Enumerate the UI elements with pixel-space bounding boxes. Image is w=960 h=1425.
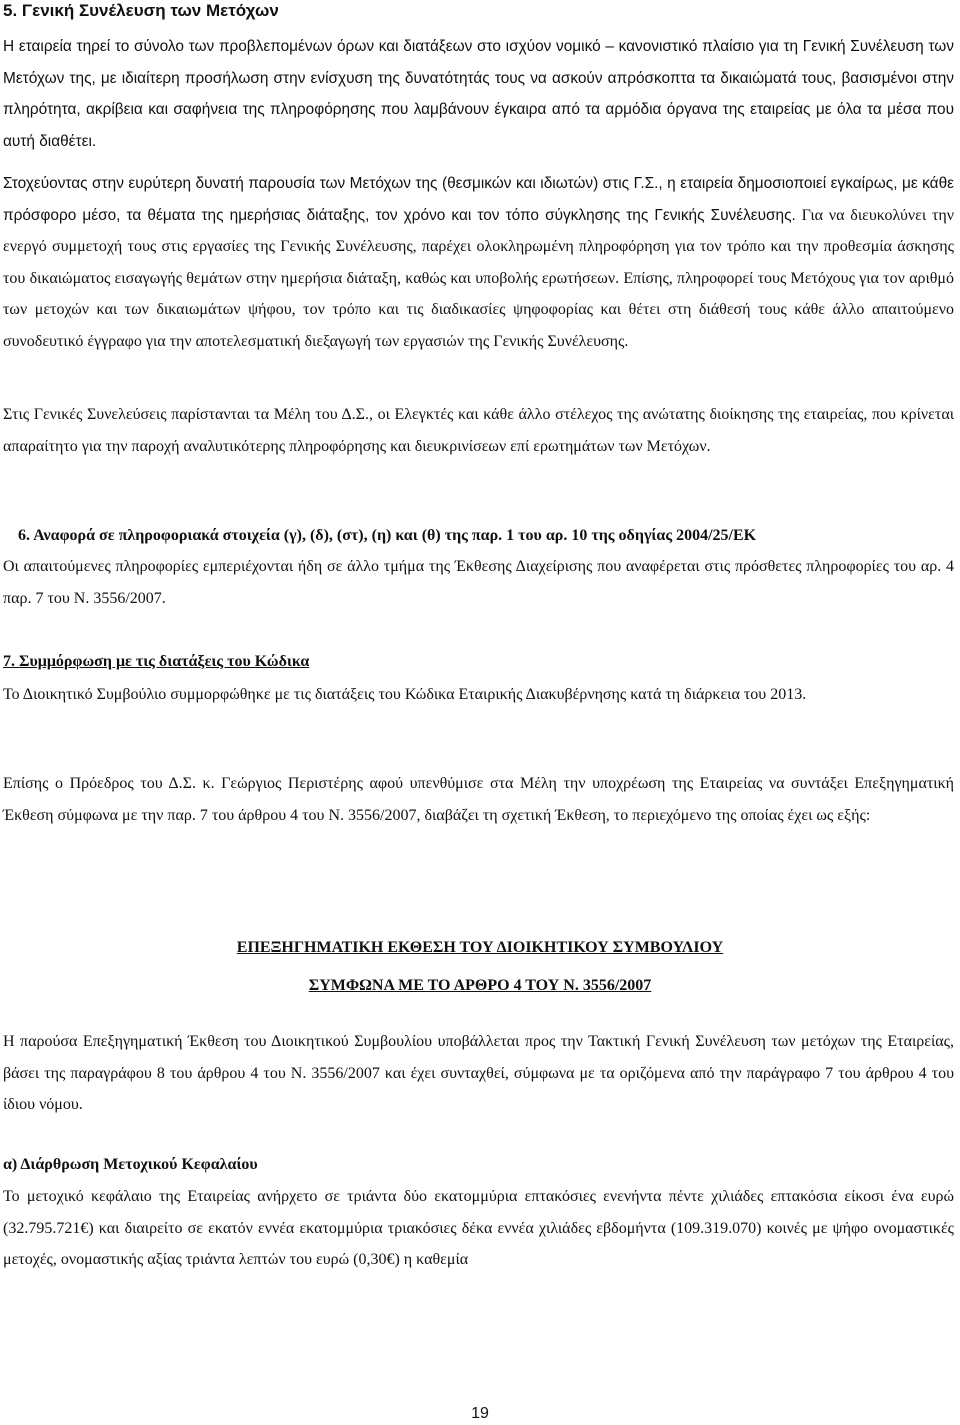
- page-number: 19: [471, 1405, 489, 1422]
- report-title-line-1: ΕΠΕΞΗΓΗΜΑΤΙΚΗ ΕΚΘΕΣΗ ΤΟΥ ΔΙΟΙΚΗΤΙΚΟΥ ΣΥΜΒΟΥΛΙΟΥ: [236, 939, 724, 956]
- subsection-a-title: [3, 1149, 954, 1181]
- section-7-title: 7. Συμμόρφωση με τις διατάξεις του Κώδικα: [3, 653, 310, 670]
- section-5-paragraph-1: [3, 31, 954, 157]
- subsection-a-title-text: α) Διάρθρωση Μετοχικού Κεφαλαίου: [3, 1156, 258, 1173]
- section-6-title: 6. Αναφορά σε πληροφοριακά στοιχεία (γ), (δ), (στ), (η) και (θ) της παρ. 1 του αρ. 10 της οδηγίας 2004/25/ΕΚ: [18, 527, 757, 544]
- paragraph-text: Η εταιρεία τηρεί το σύνολο των προβλεπομένων όρων και διατάξεων στο ισχύον νομικό – κανονιστικό πλαίσιο για τη Γενική Συνέλευση των Μετόχων της, με ιδιαίτερη προσήλωση στην ενίσχυση της δυνατότητάς τους να ασκούν απρόσκοπτα τα δικαιώματά τους, βασισμένοι στην πληρότητα, ακρίβεια και σαφήνεια της πληροφόρησης που λαμβάνουν έγκαιρα από τα αρμόδια όργανα της εταιρείας με όλα τα μέσα που αυτή διαθέτει.: [3, 38, 954, 150]
- paragraph-text-sans: Στοχεύοντας στην ευρύτερη δυνατή παρουσία των Μετόχων της (θεσμικών και ιδιωτών) στις Γ.Σ., η εταιρεία δημοσιοποιεί εγκαίρως, με κάθε πρόσφορο μέσο, τα θέματα της ημερήσιας διάταξης, τον χρόνο και τον τόπο σύγκλησης της Γενικής Συνέλευσης.: [3, 175, 954, 224]
- section-7-text: [3, 679, 954, 711]
- paragraph-text: Επίσης ο Πρόεδρος του Δ.Σ. κ. Γεώργιος Περιστέρης αφού υπενθύμισε στα Μέλη την υποχρέωση της Εταιρείας να συντάξει Επεξηγηματική Έκθεση σύμφωνα με την παρ. 7 του άρθρου 4 του Ν. 3556/2007, διαβάζει τη σχετική Έκθεση, το περιεχόμενο της οποίας έχει ως εξής:: [3, 775, 954, 824]
- intro-paragraph: [3, 768, 954, 831]
- paragraph-text: Στις Γενικές Συνελεύσεις παρίστανται τα Μέλη του Δ.Σ., οι Ελεγκτές και κάθε άλλο στέλεχος της ανώτατης διοίκησης της εταιρείας, που κρίνεται απαραίτητο για την παροχή αναλυτικότερης πληροφόρησης και διευκρινίσεων επί ερωτημάτων των Μετόχων.: [3, 406, 954, 455]
- report-intro-paragraph: [3, 1026, 954, 1121]
- section-5-title: 5. Γενική Συνέλευση των Μετόχων: [3, 1, 279, 20]
- section-6-text: [3, 551, 954, 614]
- section-5-paragraph-2: [3, 168, 954, 357]
- section-5-paragraph-3: [3, 399, 954, 462]
- paragraph-text: Η παρούσα Επεξηγηματική Έκθεση του Διοικητικού Συμβουλίου υποβάλλεται προς την Τακτική Γενική Συνέλευση των μετόχων της Εταιρείας, βάσει της παραγράφου 8 του άρθρου 4 του Ν. 3556/2007 και έχει συνταχθεί, σύμφωνα με τα οριζόμενα από την παράγραφο 7 του άρθρου 4 του ίδιου νόμου.: [3, 1033, 954, 1113]
- subsection-a-paragraph: [3, 1181, 954, 1276]
- paragraph-text: Το Διοικητικό Συμβούλιο συμμορφώθηκε με τις διατάξεις του Κώδικα Εταιρικής Διακυβέρνησης κατά τη διάρκεια του 2013.: [3, 686, 807, 703]
- paragraph-text: Οι απαιτούμενες πληροφορίες εμπεριέχονται ήδη σε άλλο τμήμα της Έκθεσης Διαχείρισης που αναφέρεται στις πρόσθετες πληροφορίες του αρ. 4 παρ. 7 του Ν. 3556/2007.: [3, 558, 954, 607]
- report-title-line-2: ΣΥΜΦΩΝΑ ΜΕ ΤΟ ΑΡΘΡΟ 4 ΤΟΥ Ν. 3556/2007: [308, 977, 652, 994]
- paragraph-text-serif: Για να διευκολύνει την ενεργό συμμετοχή τους στις εργασίες της Γενικής Συνέλευσης, παρέχει ολοκληρωμένη πληροφόρηση για τον τρόπο και την προθεσμία άσκησης του δικαιώματος εισαγωγής θεμάτων στην ημερήσια διάταξη, καθώς και υποβολής ερωτήσεων. Επίσης, πληροφορεί τους Μετόχους για τον αριθμό των μετοχών και των δικαιωμάτων ψήφου, τον τρόπο και τις διαδικασίες ψηφοφορίας και θέτει στη διάθεσή τους κάθε άλλο απαιτούμενο συνοδευτικό έγγραφο για την αποτελεσματική διεξαγωγή των εργασιών της Γενικής Συνέλευσης.: [3, 206, 954, 350]
- paragraph-text: Το μετοχικό κεφάλαιο της Εταιρείας ανήρχετο σε τριάντα δύο εκατομμύρια επτακόσιες ενενήντα πέντε χιλιάδες επτακόσια είκοσι ένα ευρώ (32.795.721€) και διαιρείτο σε εκατόν εννέα εκατομμύρια τριακόσιες δέκα εννέα χιλιάδες εβδομήντα (109.319.070) κοινές με ψήφο ονομαστικές μετοχές, ονομαστικής αξίας τριάντα λεπτών του ευρώ (0,30€) η καθεμία: [3, 1188, 954, 1268]
